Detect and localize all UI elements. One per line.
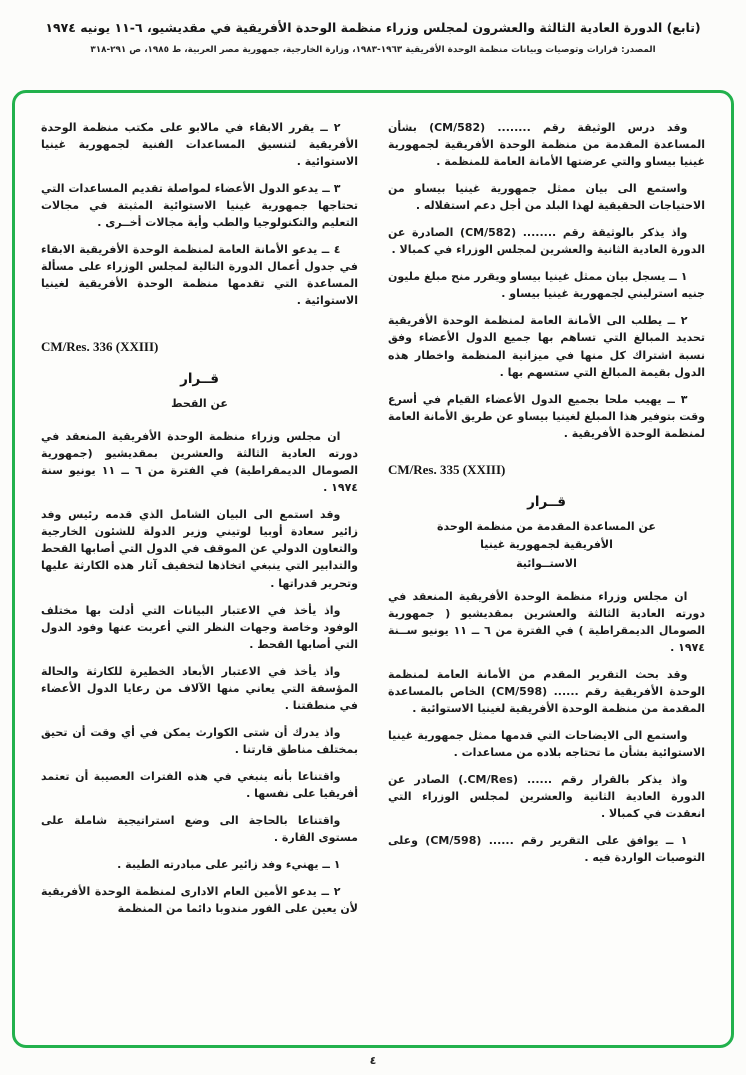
paragraph: واستمع الى الايضاحات التي قدمها ممثل جمهورية غينيا الاستوائية بشأن ما تحتاجه بلاده من مساعدات . (388, 729, 705, 760)
paragraph: ان مجلس وزراء منظمة الوحدة الأفريقية المنعقد في دورته العادية الثالثة والعشرين بمقديشيو ( جمهورية الصومال الديمقراطية ) في الفترة من ٦ ــ ١١ يونيو ســنة ١٩٧٤ . (388, 589, 705, 654)
paragraph: ٢ ــ يطلب الى الأمانة العامة لمنظمة الوحدة الأفريقية تحديد المبالغ التي تساهم بها جميع الدول الأعضاء وفق نسبة اشتراك كل منها في ميزانية المنظمة واخطار هذه الدول بقيمة المبالغ التي ستسهم بها . (388, 314, 705, 379)
paragraph: وقد درس الوثيقة رقم ........ (CM/582) بشأن المساعدة المقدمة من منظمة الوحدة الأفريقية لجمهورية غينيا بيساو والتي عرضتها الأمانة العامة للمنظمة . (388, 121, 705, 169)
paragraph: ١ ــ يوافق على التقرير رقم ...... (CM/598) وعلى التوصيات الواردة فيه . (388, 834, 705, 865)
resolution-code-336: CM/Res. 336 (XXIII) (41, 339, 159, 355)
paragraph: وقد بحث التقرير المقدم من الأمانة العامة لمنظمة الوحدة الأفريقية رقم ...... (CM/598) الخاص بالمساعدة المقدمة من منظمة الوحدة الأفريقية لغينيا الاستوائية . (388, 668, 705, 716)
resolution-heading-335 (388, 494, 705, 574)
resolution-subtitle: عن القحط (171, 397, 228, 411)
column-right (388, 119, 705, 1027)
paragraph: ٣ ــ يهيب ملحا بجميع الدول الأعضاء القيام في أسرع وقت بتوفير هذا المبلغ لغينيا بيساو عن طريق الأمانة العامة لمنظمة الوحدة الأفريقية . (388, 392, 705, 440)
column-left (41, 119, 358, 1027)
paragraph: وقد استمع الى البيان الشامل الذي قدمه رئيس وفد زائير سعادة أوبيا لوتيني وزير الدولة للشئون الخارجية والتعاون الدولي عن الموقف في الدول التي أصابها القحط والتدابير التي ينبغي اتخاذها لتخفيف آثار هذه الكارثة عليها وتحرير قدراتها . (41, 508, 358, 590)
resolution-heading-336 (41, 371, 358, 414)
paragraph: واذ يذكر بالقرار رقم ...... (CM/Res.) الصادر عن الدورة العادية الثانية والعشرين لمجلس الوزراء التي انعقدت في كمبالا . (388, 773, 705, 821)
resolution-title: قــرار (180, 371, 219, 388)
paragraph: واقتناعا بأنه ينبغي في هذه الفترات العصيبة أن تعتمد أفريقيا على نفسها . (41, 769, 358, 800)
document-source-line: المصدر: قرارات وتوصيات وبيانات منظمة الوحدة الأفريقية ١٩٦٣-١٩٨٣، وزارة الخارجية، جمهورية مصر العربية، ط ١٩٨٥، ص ٢٩١-٣١٨ (90, 45, 656, 55)
resolution-subtitle: الاستــوائية (516, 557, 577, 571)
paragraph: ٤ ــ يدعو الأمانة العامة لمنظمة الوحدة الأفريقية الابقاء في جدول أعمال الدورة التالية لمجلس الوزراء على مسألة المساعدة التي تقدمها منظمة الوحدة الأفريقية لغينيا الاستوائية . (41, 243, 358, 308)
paragraph: واقتناعا بالحاجة الى وضع استراتيجية شاملة على مستوى القارة . (41, 814, 358, 845)
paragraph: ١ ــ يهنيء وفد زائير على مبادرته الطيبة . (117, 858, 341, 872)
green-content-frame (12, 90, 734, 1048)
paragraph: ان مجلس وزراء منظمة الوحدة الأفريقية المنعقد في دورته العادية الثالثة والعشرين بمقديشيو (جمهورية الصومال الديمقراطية) في الفترة من ٦ ــ ١١ يونيو سنة ١٩٧٤ . (41, 430, 358, 495)
paragraph: واذ يأخذ في الاعتبار الأبعاد الخطيرة للكارثة والحالة المؤسفة التي يعاني منها الآلاف من رعايا الدول الأعضاء في منطقتنا . (41, 664, 358, 712)
paragraph: ٢ ــ يقرر الابقاء في مالابو على مكتب منظمة الوحدة الأفريقية لتنسيق المساعدات الفنية لجمهورية غينيا الاستوائية . (41, 121, 358, 169)
page-number: ٤ (369, 1054, 377, 1067)
paragraph: واذ يذكر بالوثيقة رقم ........ (CM/582) الصادرة عن الدورة العادية الثانية والعشرين لمجلس الوزراء في كمبالا . (388, 226, 705, 257)
document-title: (تابع) الدورة العادية الثالثة والعشرون لمجلس وزراء منظمة الوحدة الأفريقية في مقديشيو، ٦-١١ يونيه ١٩٧٤ (45, 20, 701, 35)
resolution-code-335: CM/Res. 335 (XXIII) (388, 461, 506, 477)
paragraph: ٣ ــ يدعو الدول الأعضاء لمواصلة تقديم المساعدات التي تحتاجها جمهورية غينيا الاستوائية المثبتة في مجالات التعليم والتكنولوجيا والطب وأية مجالات أخــرى . (41, 182, 358, 230)
resolution-title: قــرار (527, 493, 566, 510)
paragraph: ٢ ــ يدعو الأمين العام الادارى لمنظمة الوحدة الأفريقية لأن يعين على الفور مندوبا دائما من المنظمة (41, 885, 358, 916)
paragraph: ١ ــ يسجل بيان ممثل غينيا بيساو ويقرر منح مبلغ مليون جنيه استرليني لجمهورية غينيا بيساو . (388, 270, 705, 301)
two-column-layout (41, 119, 705, 1027)
resolution-subtitle: الأفريقية لجمهورية غينيا (480, 538, 613, 552)
resolution-subtitle: عن المساعدة المقدمة من منظمة الوحدة (437, 519, 656, 533)
document-header (0, 0, 746, 55)
paragraph: واذ يأخذ في الاعتبار البيانات التي أدلت بها مختلف الوفود وخاصة وجهات النظر التي أعربت عنها وفود الدول التي أصابها القحط . (41, 603, 358, 651)
paragraph: واستمع الى بيان ممثل جمهورية غينيا بيساو من الاحتياجات الحقيقية لهذا البلد من أجل دعم استقلاله . (388, 182, 705, 213)
paragraph: واذ يدرك أن شتى الكوارث يمكن في أي وقت أن تحيق بمختلف مناطق قارتنا . (41, 725, 358, 756)
